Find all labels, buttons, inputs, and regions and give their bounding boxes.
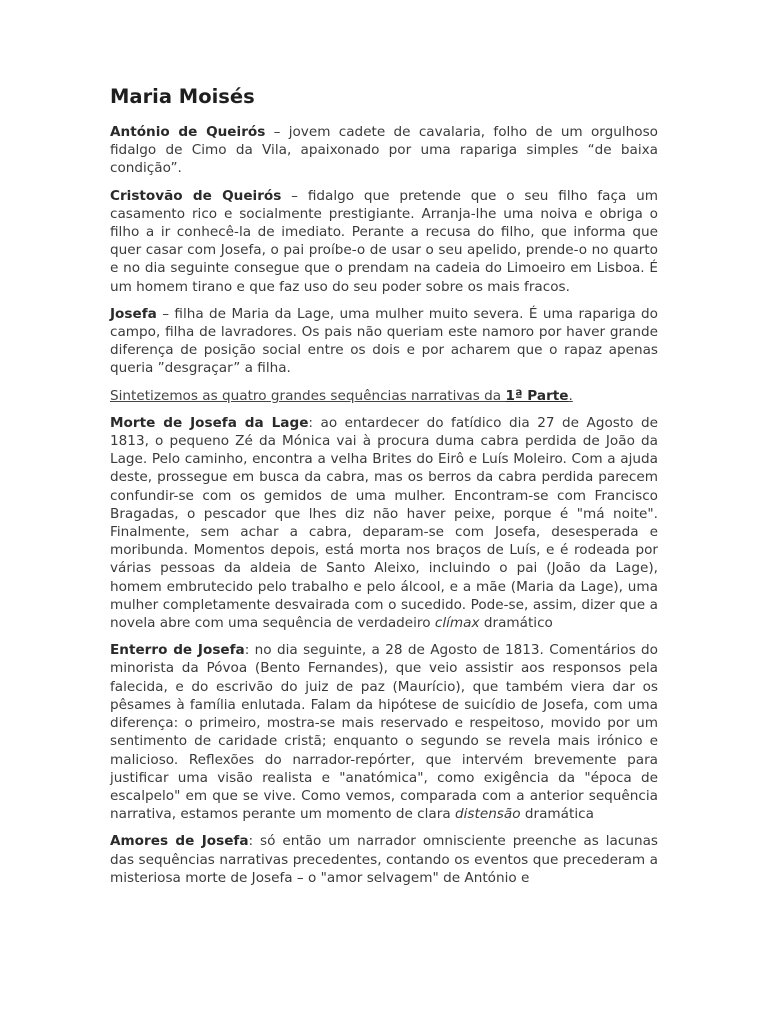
- character-paragraph-antonio: [110, 123, 658, 178]
- document-body: [110, 84, 658, 896]
- sequence-text: : só então um narrador omnisciente preenche as lacunas das sequências narrativas precedentes, contando os eventos que precederam a misteriosa morte de Josefa – o "amor selvagem" de António e: [110, 833, 658, 886]
- character-description: – jovem cadete de cavalaria, folho de um orgulhoso fidalgo de Cimo da Vila, apaixonado por uma rapariga simples “de baixa condição”.: [110, 124, 658, 177]
- sequence-paragraph-enterro: [110, 641, 658, 823]
- character-name: Cristovão de Queirós: [110, 187, 282, 204]
- character-paragraph-josefa: [110, 305, 658, 378]
- document-title: Maria Moisés: [110, 85, 255, 108]
- character-name: António de Queirós: [110, 124, 266, 140]
- section-heading: [110, 387, 658, 405]
- sequence-emphasis: clímax: [434, 615, 480, 632]
- sequence-name: Enterro de Josefa: [110, 642, 245, 659]
- section-heading-lead: Sintetizemos as quatro grandes sequências narrativas da: [110, 387, 506, 404]
- section-heading-end: .: [568, 387, 573, 404]
- section-heading-part: 1ª Parte: [505, 387, 569, 404]
- sequence-name: Morte de Josefa da Lage: [110, 414, 309, 431]
- sequence-name: Amores de Josefa: [110, 833, 249, 850]
- sequence-tail: dramática: [520, 806, 594, 823]
- character-description: – fidalgo que pretende que o seu filho faça um casamento rico e socialmente prestigiante. Arranja-lhe uma noiva e obriga o filho a ir conhecê-la de imediato. Perante a recusa do filho, que informa que quer casar com Josefa, o pai proíbe-o de usar o seu apelido, prende-o no quarto e no dia seguinte consegue que o prendam na cadeia do Limoeiro em Lisboa. É um homem tirano e que faz uso do seu poder sobre os mais fracos.: [110, 187, 658, 295]
- character-paragraph-cristovao: [110, 187, 658, 296]
- sequence-text: : ao entardecer do fatídico dia 27 de Agosto de 1813, o pequeno Zé da Mónica vai à procura duma cabra perdida de João da Lage. Pelo caminho, encontra a velha Brites do Eirô e Luís Moleiro. Com a ajuda deste, prossegue em busca da cabra, mas os berros da cabra perdida parecem confundir-se com os gemidos de uma mulher. Encontram-se com Francisco Bragadas, o pescador que lhes diz não haver peixe, porque é "má noite". Finalmente, sem achar a cabra, deparam-se com Josefa, desesperada e moribunda. Momentos depois, está morta nos braços de Luís, e é rodeada por várias pessoas da aldeia de Santo Aleixo, incluindo o pai (João da Lage), homem embrutecido pelo trabalho e pelo álcool, e a mãe (Maria da Lage), uma mulher completamente desvairada com o sucedido. Pode-se, assim, dizer que a novela abre com uma sequência de verdadeiro: [110, 414, 659, 632]
- sequence-text: : no dia seguinte, a 28 de Agosto de 1813. Comentários do minorista da Póvoa (Bento Fernandes), que veio assistir aos responsos pela falecida, e do escrivão do juiz de paz (Maurício), que também viera dar os pêsames à família enlutada. Falam da hipótese de suicídio de Josefa, com uma diferença: o primeiro, mostra-se mais reservado e respeitoso, movido por um sentimento de caridade cristã; enquanto o segundo se revela mais irónico e malicioso. Reflexões do narrador-repórter, que intervém brevemente para justificar uma visão realista e "anatómica", como exigência da "época de escalpelo" em que se vive. Como vemos, comparada com a anterior sequência narrativa, estamos perante um momento de clara: [110, 642, 659, 823]
- sequence-paragraph-amores: [110, 832, 658, 887]
- sequence-emphasis: distensão: [455, 806, 521, 823]
- character-name: Josefa: [110, 305, 157, 322]
- character-description: – filha de Maria da Lage, uma mulher muito severa. É uma rapariga do campo, filha de lavradores. Os pais não queriam este namoro por haver grande diferença de posição social entre os dois e por acharem que o rapaz apenas queria ”desgraçar” a filha.: [110, 305, 658, 377]
- sequence-tail: dramático: [479, 615, 553, 632]
- sequence-paragraph-morte: [110, 414, 658, 632]
